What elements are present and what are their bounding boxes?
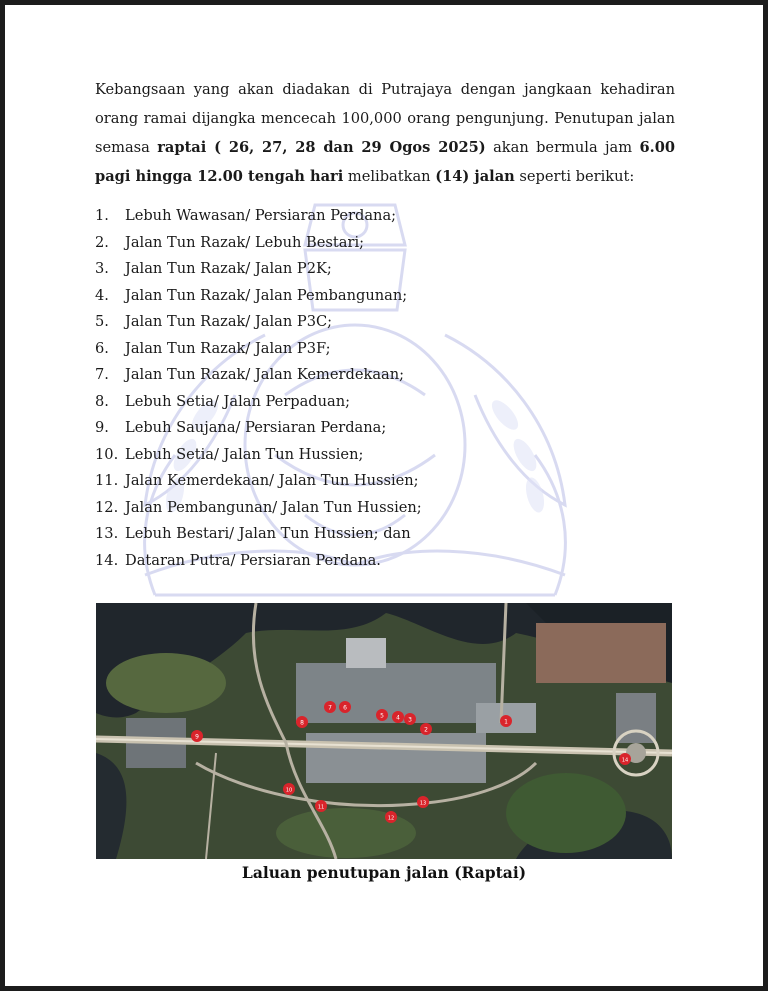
list-item-text: Jalan Tun Razak/ Jalan Pembangunan; [125,286,408,304]
map-marker [500,715,512,727]
list-item-text: Jalan Kemerdekaan/ Jalan Tun Hussien; [125,472,419,489]
list-item [95,442,595,469]
map-marker [392,711,404,723]
intro-time-range: 6.00 pagi hingga 12.00 tengah hari [95,139,675,185]
intro-paragraph [95,75,675,191]
road-closure-map [96,603,672,859]
list-item-text: Jalan Tun Razak/ Lebuh Bestari; [125,233,365,251]
list-item [95,336,595,363]
list-item-text: Lebuh Bestari/ Jalan Tun Hussien; dan [125,525,411,542]
list-item-text: Jalan Tun Razak/ Jalan P3C; [125,313,333,330]
list-item-number: 11. [95,472,119,489]
list-item-text: Jalan Tun Razak/ Jalan Kemerdekaan; [125,366,405,383]
list-item-number: 2. [95,233,109,251]
map-marker-label: 14 [621,757,629,764]
map-marker [339,701,351,713]
map-marker-label: 9 [195,733,199,741]
map-marker [376,709,388,721]
intro-rehearsal-dates: raptai ( 26, 27, 28 dan 29 Ogos 2025) [157,139,486,156]
list-item-text: Jalan Tun Razak/ Jalan P2K; [125,260,332,277]
map-marker-label: 12 [387,815,395,822]
list-item-number: 4. [95,286,109,304]
map-marker [420,723,432,735]
list-item-text: Lebuh Saujana/ Persiaran Perdana; [125,419,387,436]
intro-text-3: melibatkan [343,168,436,185]
list-item-number: 5. [95,313,109,330]
list-item-number: 14. [95,551,119,569]
map-caption: Laluan penutupan jalan (Raptai) [241,863,527,882]
map-marker [296,716,308,728]
list-item-text: Jalan Pembangunan/ Jalan Tun Hussien; [125,498,422,516]
map-marker-label: 13 [419,800,427,807]
list-item [95,389,595,416]
list-item-number: 12. [95,498,119,516]
document-page [5,5,763,986]
list-item [95,495,595,522]
map-marker [385,811,397,823]
list-item-number: 9. [95,419,109,436]
map-marker [315,800,327,812]
map-marker-label: 3 [408,716,412,724]
map-marker [191,730,203,742]
map-marker [404,713,416,725]
map-marker-label: 4 [396,714,400,722]
intro-text-4: seperti berikut: [514,168,635,185]
list-item-text: Lebuh Setia/ Jalan Perpaduan; [125,392,351,410]
list-item-text: Jalan Tun Razak/ Jalan P3F; [125,339,331,357]
list-item [95,521,595,548]
map-marker-label: 6 [343,704,347,712]
list-item [95,230,595,257]
map-marker-label: 8 [300,719,304,727]
list-item [95,468,595,495]
map-marker-label: 10 [285,787,293,794]
intro-text-2: akan bermula jam [485,139,640,156]
list-item [95,309,595,336]
map-marker [619,753,631,765]
map-marker [417,796,429,808]
list-item-text: Lebuh Setia/ Jalan Tun Hussien; [125,445,364,463]
map-marker-label: 1 [504,718,508,726]
list-item-number: 6. [95,339,109,357]
map-marker-label: 7 [328,704,332,712]
map-marker [324,701,336,713]
list-item [95,362,595,389]
list-item [95,548,595,575]
intro-road-count: (14) jalan [435,168,515,185]
list-item [95,256,595,283]
list-item [95,415,595,442]
list-item-number: 1. [95,207,109,224]
intro-text-1: Kebangsaan yang akan diadakan di Putrajaya dengan jangkaan kehadiran orang ramai dijangka mencecah 100,000 orang pengunjung. Penutupan jalan semasa [95,81,675,156]
list-item [95,283,595,310]
list-item-number: 10. [95,445,119,463]
map-marker [283,783,295,795]
map-marker-label: 2 [424,726,428,734]
list-item [95,203,595,230]
list-item-text: Dataran Putra/ Persiaran Perdana. [125,551,381,569]
map-marker-label: 11 [317,804,325,811]
list-item-number: 3. [95,260,109,277]
list-item-number: 13. [95,525,119,542]
list-item-text: Lebuh Wawasan/ Persiaran Perdana; [125,207,397,224]
list-item-number: 7. [95,366,109,383]
map-marker-label: 5 [380,712,384,720]
list-item-number: 8. [95,392,109,410]
road-closure-list [95,203,595,574]
